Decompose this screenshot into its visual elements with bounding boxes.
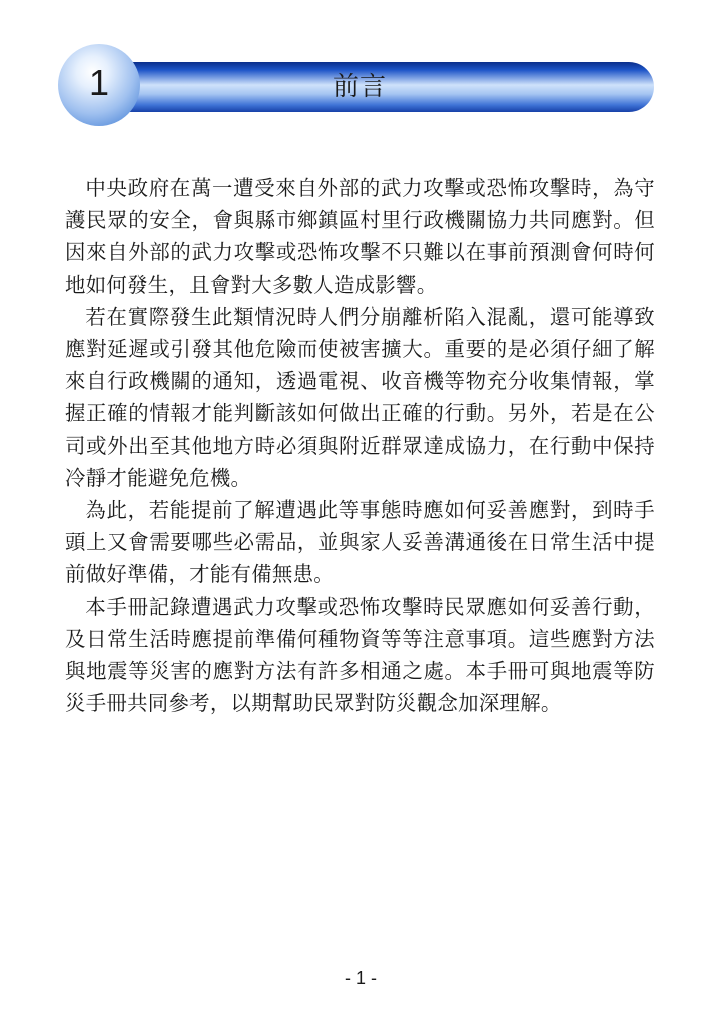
paragraph-2: 若在實際發生此類情況時人們分崩離析陷入混亂，還可能導致應對延遲或引發其他危險而使被害擴大。重要的是必須仔細了解來自行政機關的通知，透過電視、收音機等物充分收集情報，掌握正確的情報才能判斷該如何做出正確的行動。另外，若是在公司或外出至其他地方時必須與附近群眾達成協力，在行動中保持冷靜才能避免危機。 [65, 304, 655, 490]
body-text [65, 172, 655, 719]
chapter-number: 1 [88, 62, 110, 103]
paragraph-1: 中央政府在萬一遭受來自外部的武力攻擊或恐怖攻擊時，為守護民眾的安全，會與縣市鄉鎮區村里行政機關協力共同應對。但因來自外部的武力攻擊或恐怖攻擊不只難以在事前預測會何時何地如何發生，且會對大多數人造成影響。 [65, 176, 655, 297]
paragraph-4: 本手冊記錄遭遇武力攻擊或恐怖攻擊時民眾應如何妥善行動，及日常生活時應提前準備何種物資等等注意事項。這些應對方法與地震等災害的應對方法有許多相通之處。本手冊可與地震等防災手冊共同參考，以期幫助民眾對防災觀念加深理解。 [65, 594, 655, 716]
page-number: - 1 - [344, 968, 377, 988]
chapter-title: 前言 [332, 72, 387, 102]
paragraph-3: 為此，若能提前了解遭遇此等事態時應如何妥善應對，到時手頭上又會需要哪些必需品，並與家人妥善溝通後在日常生活中提前做好準備，才能有備無患。 [65, 498, 655, 587]
